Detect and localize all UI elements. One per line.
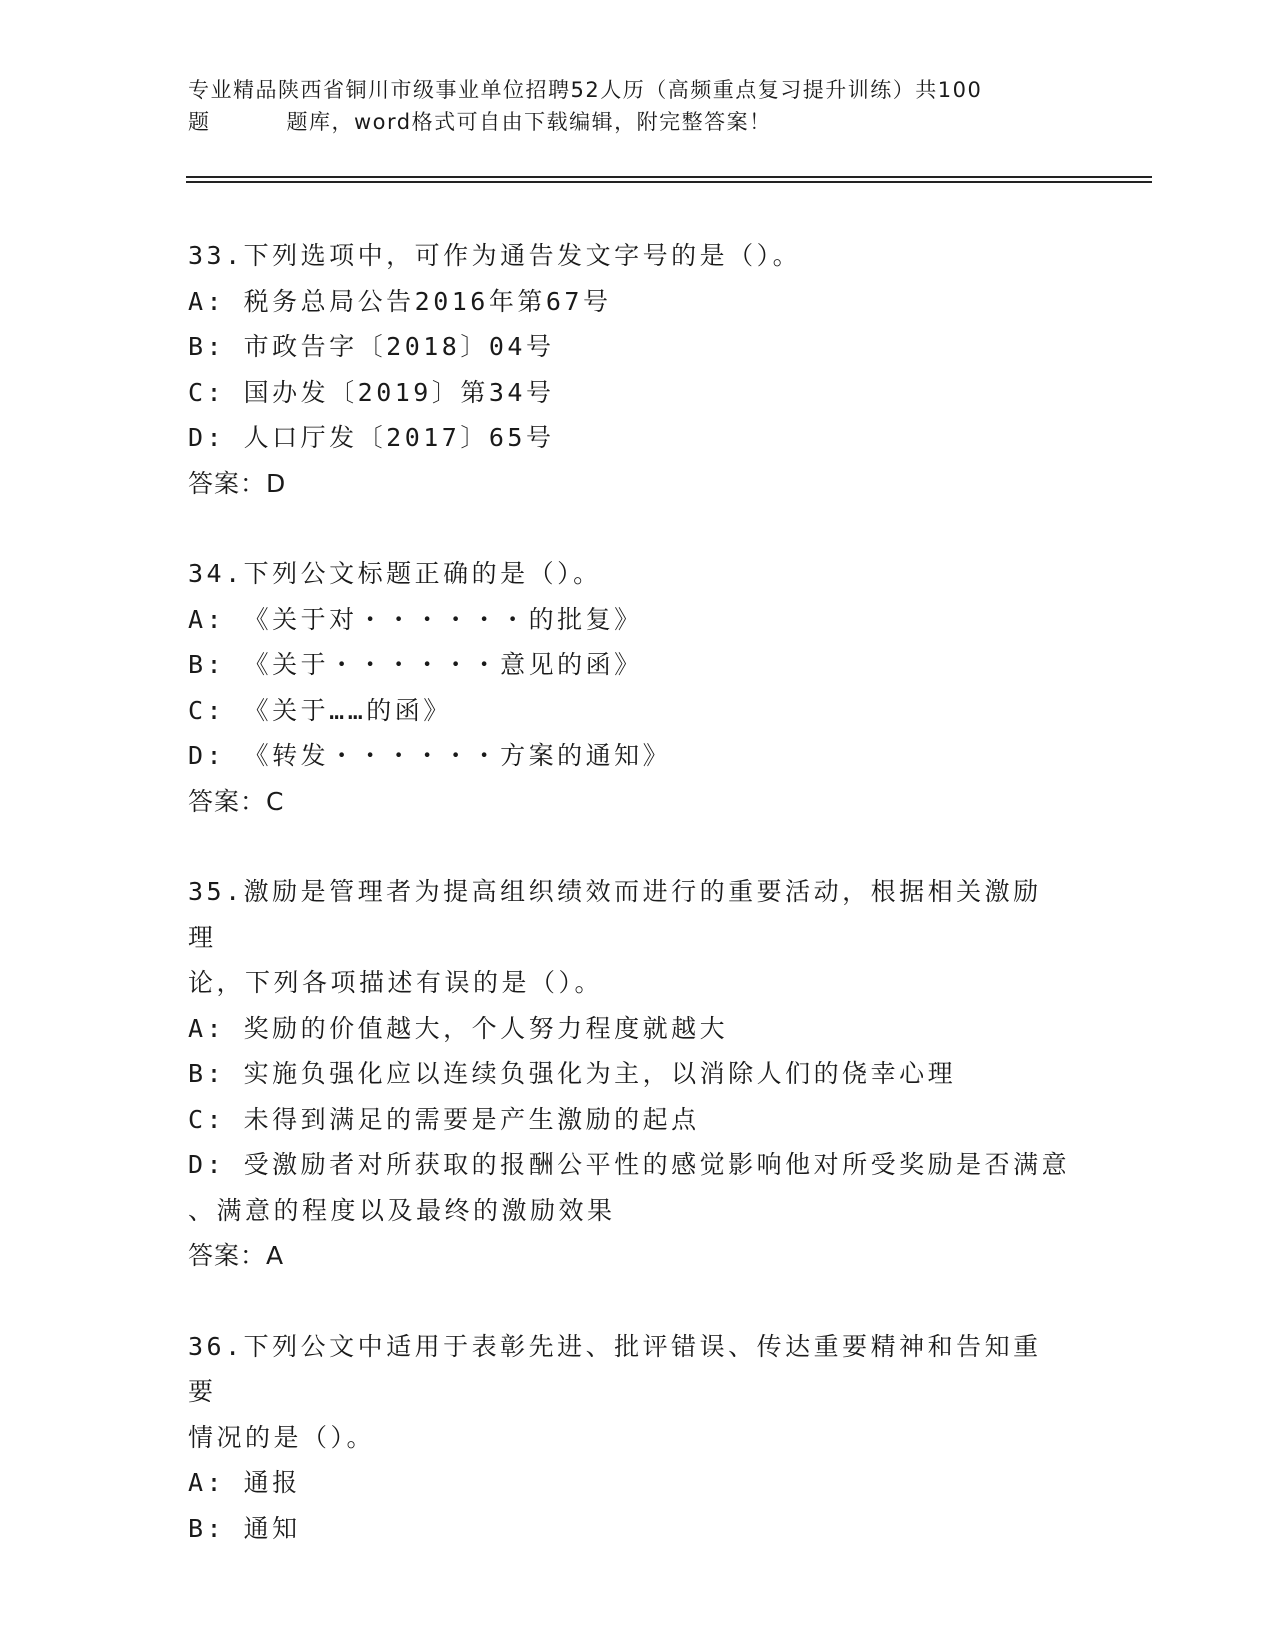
question-stem: 33.下列选项中，可作为通告发文字号的是（）。: [188, 241, 802, 270]
question-35: [188, 869, 1088, 1279]
option-b: B: 市政告字〔2018〕04号: [188, 332, 555, 361]
question-stem-line-1: 36.下列公文中适用于表彰先进、批评错误、传达重要精神和告知重要: [188, 1331, 1042, 1406]
document-header: [188, 74, 1068, 138]
question-36: [188, 1324, 1088, 1552]
question-stem-line-2: 情况的是（）。: [188, 1422, 376, 1452]
question-stem-line-2: 论，下列各项描述有误的是（）。: [188, 968, 604, 997]
answer: 答案：D: [188, 468, 287, 498]
question-33: [188, 233, 1088, 506]
question-list: [188, 233, 1088, 1596]
header-title-line-2-right: 题库，word格式可自由下载编辑，附完整答案！: [286, 110, 772, 134]
option-b: B: 《关于・・・・・・意见的函》: [188, 650, 643, 679]
option-d-line-1: D: 受激励者对所获取的报酬公平性的感觉影响他对所受奖励是否满意: [188, 1150, 1071, 1179]
option-d-line-2: 、满意的程度以及最终的激励效果: [188, 1195, 616, 1225]
option-a: A: 税务总局公告2016年第67号: [188, 286, 612, 316]
header-divider-top: [186, 176, 1152, 178]
answer: 答案：A: [188, 1241, 285, 1270]
question-34: [188, 551, 1088, 824]
option-a: A: 通报: [188, 1468, 301, 1497]
header-title-line-2: [188, 106, 1068, 138]
option-c: C: 国办发〔2019〕第34号: [188, 377, 555, 407]
option-d: D: 《转发・・・・・・方案的通知》: [188, 741, 672, 770]
header-title-line-1: 专业精品陕西省铜川市级事业单位招聘52人历（高频重点复习提升训练）共100: [188, 78, 983, 102]
header-divider-bottom: [186, 181, 1152, 183]
option-b: B: 实施负强化应以连续负强化为主，以消除人们的侥幸心理: [188, 1059, 957, 1088]
header-gap: [211, 106, 287, 138]
answer: 答案：C: [188, 786, 285, 816]
header-title-line-2-left: 题: [188, 110, 211, 134]
option-d: D: 人口厅发〔2017〕65号: [188, 423, 555, 452]
option-b: B: 通知: [188, 1513, 301, 1543]
option-c: C: 《关于……的函》: [188, 695, 452, 725]
question-stem: 34.下列公文标题正确的是（）。: [188, 559, 602, 588]
question-stem-line-1: 35.激励是管理者为提高组织绩效而进行的重要活动，根据相关激励理: [188, 877, 1042, 952]
option-a: A: 《关于对・・・・・・的批复》: [188, 604, 643, 634]
option-c: C: 未得到满足的需要是产生激励的起点: [188, 1104, 700, 1134]
option-a: A: 奖励的价值越大，个人努力程度就越大: [188, 1013, 729, 1043]
